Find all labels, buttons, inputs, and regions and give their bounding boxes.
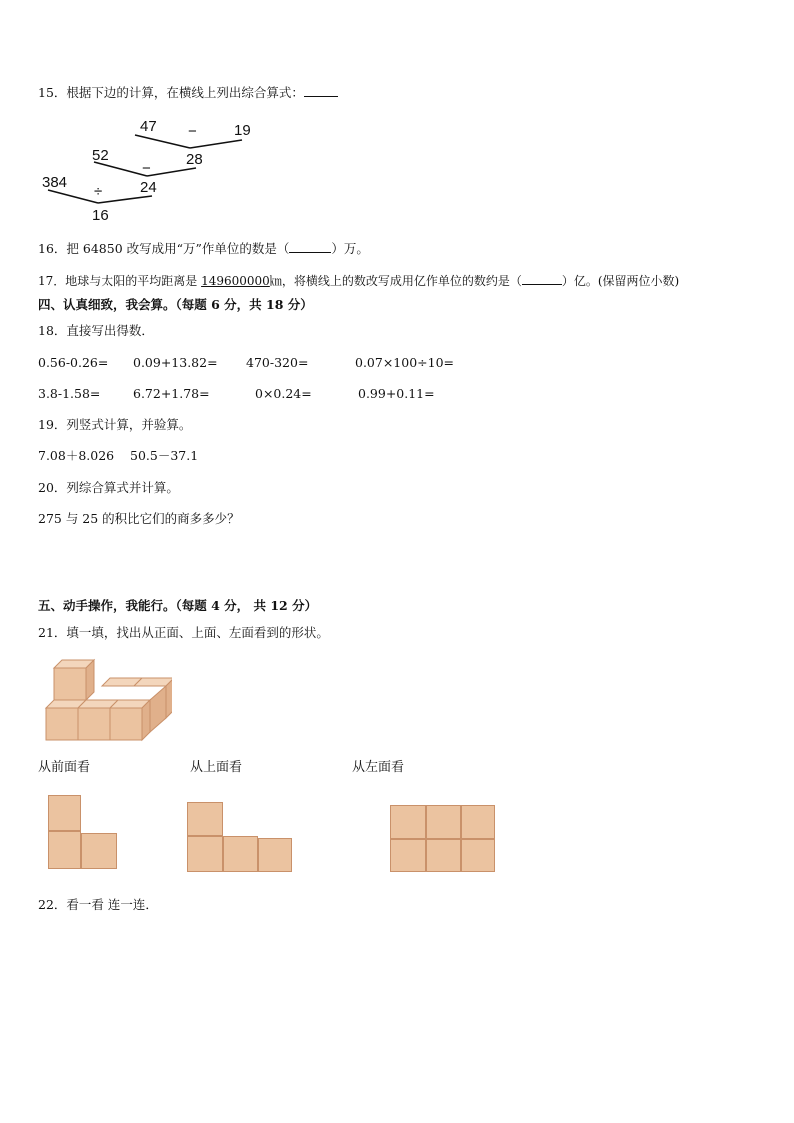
q15-op2: − [142,160,151,177]
front-view-square [81,833,117,869]
q18-r2-c1: 3.8-1.58= [38,386,101,401]
q15-r3: 16 [92,207,109,224]
q15-question [38,84,338,101]
view-label-top: 从上面看 [190,760,243,775]
q15-op3: ÷ [94,183,103,200]
q15-n3: 52 [92,147,109,164]
q18-r2-c4: 0.99+0.11= [358,386,435,401]
q17-question [38,272,679,289]
q21-text: 21．填一填，找出从正面、上面、左面看到的形状。 [38,625,329,640]
top-view-square [223,836,258,872]
q19-text: 19．列竖式计算，并验算。 [38,417,192,432]
left-view-square [426,839,461,872]
q18-r1-c2: 0.09+13.82= [133,355,218,370]
left-view-square [390,839,426,872]
q15-n1: 47 [140,118,157,135]
section5-title: 五、动手操作，我能行。（每题 4 分， 共 12 分） [38,598,318,613]
q22-text: 22．看一看 连一连． [38,897,158,912]
q15-r2: 24 [140,179,157,196]
view-label-front: 从前面看 [38,760,91,775]
left-view-square [461,805,495,839]
q16-question [38,240,369,257]
q21-cube-stack-figure [42,652,172,744]
q18-r1-c1: 0.56-0.26= [38,355,109,370]
q15-op1: − [188,123,197,140]
q18-r2-c3: 0×0.24= [255,386,312,401]
front-view-square [48,831,81,869]
left-view-square [426,805,461,839]
q16-answer-blank[interactable] [289,240,331,253]
section4-title: 四、认真细致，我会算。（每题 6 分，共 18 分） [38,297,313,312]
view-label-left: 从左面看 [352,760,405,775]
q20-text: 20．列综合算式并计算。 [38,480,179,495]
q20-question: 275 与 25 的积比它们的商多多少？ [38,511,240,526]
q17-text-a: 17．地球与太阳的平均距离是 [38,274,202,288]
q18-text: 18．直接写出得数． [38,323,154,338]
top-view-square [258,838,292,872]
q18-r1-c3: 470-320= [246,355,309,370]
left-view-square [461,839,495,872]
q15-n4: 384 [42,174,68,191]
top-view-square [187,802,223,836]
q15-r1: 28 [186,151,203,168]
left-view-square [390,805,426,839]
q16-text-b: ）万。 [331,241,369,256]
front-view-square [48,795,81,831]
q16-text-a: 16．把 64850 改写成用“万”作单位的数是（ [38,241,290,256]
q17-underlined-number: 149600000 [201,274,270,288]
q17-text-b: ㎞，将横线上的数改写成用亿作单位的数约是（ [269,274,522,288]
q19-expr2: 50.5－37.1 [130,448,199,463]
q17-text-c: ）亿。(保留两位小数) [561,274,680,288]
q15-calculation-diagram [36,112,266,227]
q18-r1-c4: 0.07×100÷10= [355,355,455,370]
q15-text: 15．根据下边的计算，在横线上列出综合算式： [38,85,304,100]
q15-answer-blank[interactable] [304,84,338,97]
q18-r2-c2: 6.72+1.78= [133,386,210,401]
top-view-square [187,836,223,872]
q15-n2: 19 [234,122,251,139]
q17-answer-blank[interactable] [522,272,562,285]
q19-expr1: 7.08＋8.026 [38,448,115,463]
